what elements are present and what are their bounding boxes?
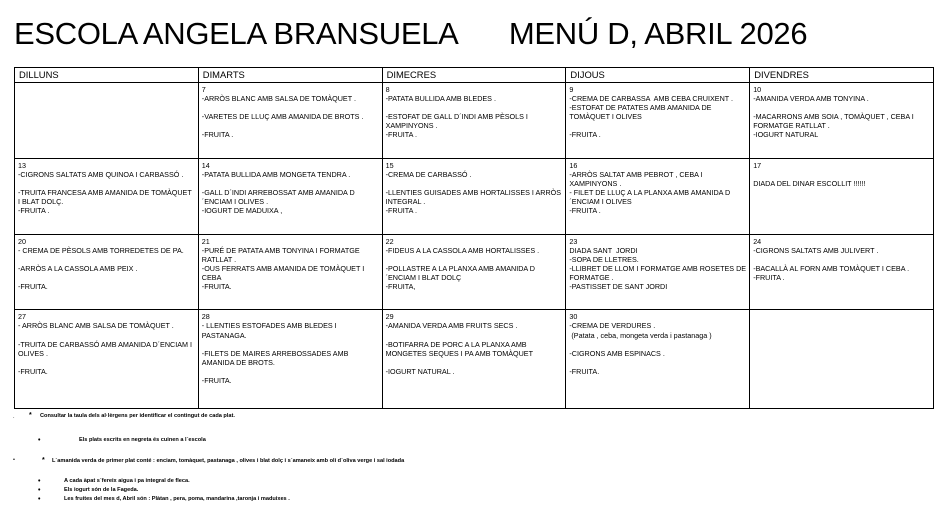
dish-line: - ARRÒS BLANC AMB SALSA DE TOMÀQUET . [18, 321, 174, 331]
day-number: 22 [385, 236, 394, 246]
dish-line: -IOGURT NATURAL . [385, 366, 455, 376]
note-yogurt: Els iogurt són de la Fageda. [64, 487, 139, 493]
page-title [14, 14, 944, 54]
dish-line: -FRUITA . [569, 130, 601, 140]
bullet-icon: • [38, 496, 41, 503]
dish-line: -PURÉ DE PATATA AMB TONYINA I FORMATGE RATLLAT . [201, 245, 362, 264]
week-row [15, 83, 934, 159]
dish-line: - LLENTIES ESTOFADES AMB BLEDES I PASTANAGA. [201, 321, 339, 340]
note-allergens: Consultar la taula dels al·lèrgens per identificar el contingut de cada plat. [40, 413, 235, 419]
dish-line: -GALL D´INDI ARREBOSSAT AMB AMANIDA D´ENCIAM I OLIVES . [201, 188, 355, 207]
dish-line: -MACARRONS AMB SOIA , TOMÀQUET , CEBA I FORMATGE RATLLAT . [753, 112, 916, 131]
dish-line [18, 179, 195, 188]
day-number: 8 [385, 85, 390, 94]
day-number: 23 [569, 236, 578, 246]
day-number: 24 [753, 236, 762, 246]
dish-line: -FRUITA . [201, 130, 234, 140]
dish-line: -ARRÒS A LA CASSOLA AMB PEIX . [18, 263, 138, 273]
dish-line: - FILET DE LLUÇ A LA PLANXA AMB AMANIDA D´ENCIAM I OLIVES [569, 188, 731, 207]
dish-line [569, 340, 746, 349]
dish-line [753, 170, 930, 179]
day-cell [15, 234, 199, 310]
dish-line: -PATATA BULLIDA AMB MONGETA TENDRA . [201, 169, 351, 179]
dish-line [202, 121, 379, 130]
menu-table [14, 67, 934, 409]
dish-line: -CIGRONS SALTATS AMB QUINOA I CARBASSÓ . [18, 169, 184, 179]
day-number: 13 [18, 160, 26, 170]
day-cell [566, 158, 750, 234]
dish-line: -PASTISSET DE SANT JORDI [569, 282, 668, 292]
day-number: 30 [569, 312, 578, 322]
day-cell [750, 234, 934, 310]
dish-line: -CREMA DE VERDURES . [569, 321, 656, 331]
weekday-header: DILLUNS [15, 68, 199, 83]
dish-line: -TRUITA DE CARBASSÓ AMB AMANIDA D´ENCIAM I OLIVES . [18, 339, 194, 358]
dish-line: -FILETS DE MAIRES ARREBOSSADES AMB AMANIDA DE BROTS. [201, 348, 350, 367]
dish-line: -ESTOFAT DE GALL D´INDI AMB PÈSOLS I XAMPINYONS . [385, 112, 530, 131]
dish-line [386, 255, 563, 264]
dish-line: -FRUITA. [18, 366, 48, 376]
day-cell [566, 310, 750, 409]
day-cell [382, 234, 566, 310]
day-cell [382, 310, 566, 409]
dish-line: -CIGRONS SALTATS AMB JULIVERT . [753, 245, 879, 255]
dish-line [18, 358, 195, 367]
dish-line [202, 367, 379, 376]
dish-line: -FRUITA. [201, 282, 232, 292]
menu-title: MENÚ D, ABRIL 2026 [508, 16, 808, 51]
day-cell [198, 158, 382, 234]
dish-line: (Patata , ceba, mongeta verda i pastanaga ) [569, 330, 712, 340]
day-number: 16 [569, 160, 578, 170]
dish-line: -FRUITA. [201, 376, 232, 385]
dish-line: -FRUITA . [18, 206, 50, 216]
dish-line: DIADA SANT JORDI [569, 245, 638, 255]
dish-line: -FRUITA . [753, 272, 785, 282]
week-row [15, 158, 934, 234]
dish-line [18, 255, 195, 264]
dish-line: DIADA DEL DINAR ESCOLLIT !!!!!! [753, 178, 866, 188]
dish-line: -AMANIDA VERDA AMB TONYINA . [753, 94, 869, 104]
day-number: 9 [569, 85, 574, 94]
dish-line [386, 358, 563, 367]
day-number: 17 [753, 160, 762, 170]
note-water-bread: A cada àpat s´fereix aigua i pa integral de fleca. [64, 478, 190, 484]
bullet-icon: • [38, 437, 41, 444]
note-fruits: Les fruites del mes d, Abril són : Plàtan , pera, poma, mandarina ,taronja i maduixes . [64, 496, 290, 502]
day-cell [382, 158, 566, 234]
day-number [753, 310, 930, 312]
weekday-header: DIMECRES [382, 68, 566, 83]
note-cooked: Els plats escrits en negreta és cuinen a l´escola [79, 437, 206, 443]
dish-line: -FRUITA . [569, 206, 601, 216]
day-cell [15, 83, 199, 159]
day-number: 21 [201, 236, 210, 246]
dish-line: -CREMA DE CARBASSA AMB CEBA CRUIXENT . [569, 94, 734, 104]
dish-line [753, 255, 930, 264]
day-number: 29 [385, 312, 394, 322]
dish-line: -FRUITA, [385, 282, 416, 292]
dish-line: -TRUITA FRANCESA AMB AMANIDA DE TOMÀQUET I BLAT DOLÇ. [18, 188, 194, 207]
dish-line: -PATATA BULLIDA AMB BLEDES . [385, 94, 496, 104]
day-cell [750, 158, 934, 234]
dish-line: -SOPA DE LLETRES. [569, 254, 639, 264]
dish-line: -FRUITA . [385, 130, 418, 140]
weekday-header: DIJOUS [566, 68, 750, 83]
day-cell [750, 83, 934, 159]
day-cell [566, 234, 750, 310]
dish-line: -BACALLÀ AL FORN AMB TOMÀQUET I CEBA . [753, 263, 910, 273]
dish-line: -LLIBRET DE LLOM I FORMATGE AMB ROSETES DE FORMATGE . [569, 263, 749, 282]
dish-line: -LLENTIES GUISADES AMB HORTALISSES I ARRÒS INTEGRAL . [385, 188, 564, 207]
dish-line: -IOGURT NATURAL [753, 130, 819, 140]
day-number: 7 [201, 85, 206, 94]
weekday-header-row [15, 68, 934, 83]
dish-line [202, 340, 379, 349]
school-name: ESCOLA ANGELA BRANSUELA [14, 16, 459, 51]
dish-line: -CREMA DE CARBASSÓ . [385, 169, 472, 179]
dish-line: - CREMA DE PÈSOLS AMB TORREDETES DE PA. [18, 245, 184, 255]
day-number: 20 [18, 236, 26, 246]
day-cell [382, 83, 566, 159]
dish-line: -VARETES DE LLUÇ AMB AMANIDA DE BROTS . [201, 112, 364, 122]
dish-line: -FIDEUS A LA CASSOLA AMB HORTALISSES . [385, 245, 540, 255]
dish-line [18, 331, 195, 340]
asterisk-icon: * [42, 457, 45, 464]
footnotes [0, 411, 952, 516]
dish-line [18, 273, 195, 282]
dish-line: -ARRÒS SALTAT AMB PEBROT , CEBA I XAMPINYONS . [569, 169, 705, 188]
menu-body [15, 83, 934, 409]
dish-line: -BOTIFARRA DE PORC A LA PLANXA AMB MONGETES SEQUES I PA AMB TOMÀQUET [385, 339, 533, 358]
dish-line: -ARRÒS BLANC AMB SALSA DE TOMÀQUET . [201, 94, 356, 104]
weekday-header: DIMARTS [198, 68, 382, 83]
day-cell [198, 83, 382, 159]
note-salad: L´amanida verda de primer plat conté : enciam, tomàquet, pastanaga , olives i blat dolç i s´amaneix amb oli d´oliva verge i sal iodada [52, 458, 405, 464]
dish-line [202, 103, 379, 112]
dish-line: -FRUITA. [569, 366, 600, 376]
dish-line: -IOGURT DE MADUIXA , [201, 206, 283, 216]
dish-line: -AMANIDA VERDA AMB FRUITS SECS . [385, 321, 518, 331]
dish-line [569, 358, 746, 367]
dish-line: -POLLASTRE A LA PLANXA AMB AMANIDA D´ENCIAM I BLAT DOLÇ [385, 263, 535, 282]
week-row [15, 234, 934, 310]
bullet-icon: • [38, 478, 41, 485]
dot-mark: . [13, 414, 15, 420]
day-cell [15, 158, 199, 234]
dish-line: -CIGRONS AMB ESPINACS . [569, 348, 665, 358]
weekday-header: DIVENDRES [750, 68, 934, 83]
day-number [18, 83, 195, 85]
day-number: 10 [753, 85, 762, 94]
day-number: 15 [385, 160, 394, 170]
day-number: 28 [201, 312, 210, 322]
dish-line [753, 103, 930, 112]
dish-line [386, 179, 563, 188]
day-cell [15, 310, 199, 409]
day-cell [750, 310, 934, 409]
dish-line: -ESTOFAT DE PATATES AMB AMANIDA DE TOMÀQUET I OLIVES [569, 103, 714, 122]
dot-mark: • [13, 457, 15, 463]
day-number: 27 [18, 312, 26, 322]
week-row [15, 310, 934, 409]
dish-line: -OUS FERRATS AMB AMANIDA DE TOMÀQUET I CEBA [201, 263, 367, 282]
day-cell [566, 83, 750, 159]
day-cell [198, 234, 382, 310]
dish-line [386, 103, 563, 112]
dish-line: -FRUITA. [18, 282, 48, 292]
dish-line [569, 121, 746, 130]
dish-line [202, 179, 379, 188]
dish-line [386, 331, 563, 340]
bullet-icon: • [38, 487, 41, 494]
day-number: 14 [201, 160, 210, 170]
day-cell [198, 310, 382, 409]
dish-line: -FRUITA . [385, 206, 418, 216]
asterisk-icon: * [29, 412, 32, 419]
